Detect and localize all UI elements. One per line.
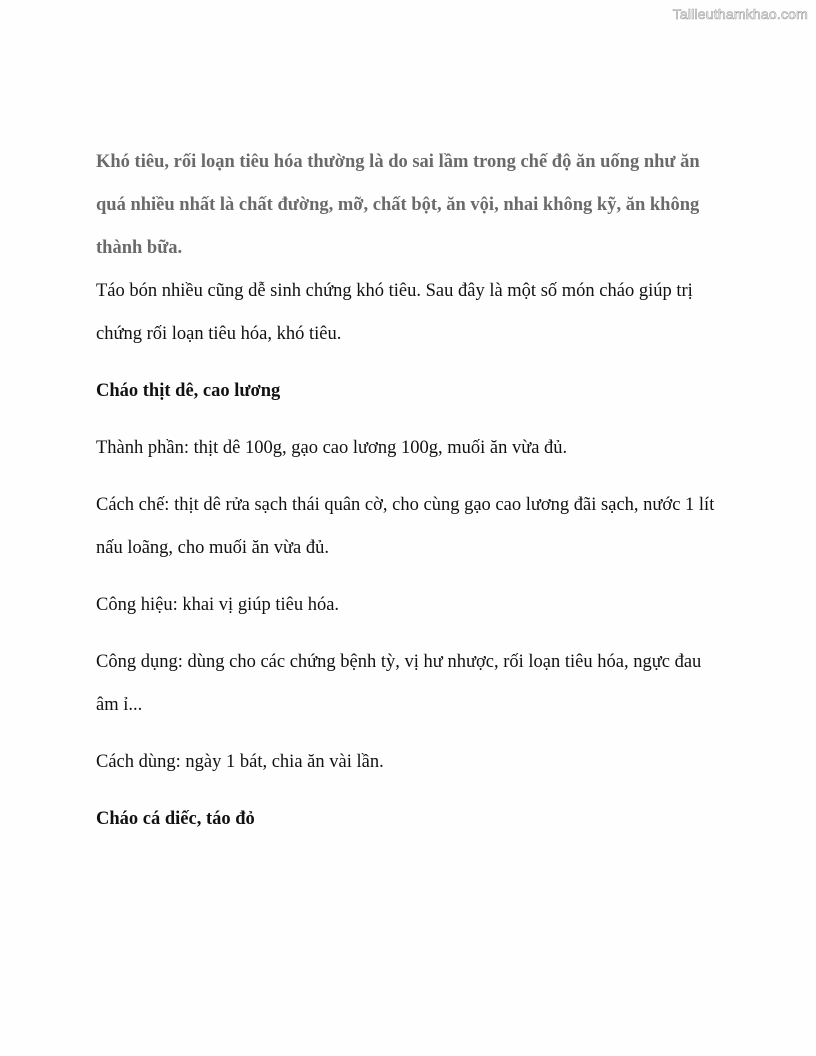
recipe-dosage: Cách dùng: ngày 1 bát, chia ăn vài lần. bbox=[96, 752, 384, 772]
watermark-text: Tailieuthamkhao.com bbox=[672, 6, 808, 22]
recipe-usage: Công dụng: dùng cho các chứng bệnh tỳ, vị hư nhược, rối loạn tiêu hóa, ngực đau âm ỉ... bbox=[96, 652, 702, 715]
recipe-method: Cách chế: thịt dê rửa sạch thái quân cờ, cho cùng gạo cao lương đãi sạch, nước 1 lít nấu loãng, cho muối ăn vừa đủ. bbox=[96, 495, 715, 558]
constipation-paragraph: Táo bón nhiều cũng dễ sinh chứng khó tiêu. Sau đây là một số món cháo giúp trị chứng rối loạn tiêu hóa, khó tiêu. bbox=[96, 281, 693, 344]
document-body bbox=[96, 140, 726, 841]
intro-paragraph: Khó tiêu, rối loạn tiêu hóa thường là do sai lầm trong chế độ ăn uống như ăn quá nhiều nhất là chất đường, mỡ, chất bột, ăn vội, nhai không kỹ, ăn không thành bữa. bbox=[96, 152, 700, 258]
recipe-ingredients: Thành phần: thịt dê 100g, gạo cao lương 100g, muối ăn vừa đủ. bbox=[96, 438, 568, 458]
recipe-effect: Công hiệu: khai vị giúp tiêu hóa. bbox=[96, 595, 340, 615]
recipe-title: Cháo thịt dê, cao lương bbox=[96, 381, 281, 401]
recipe-title-2: Cháo cá diếc, táo đỏ bbox=[96, 809, 255, 829]
